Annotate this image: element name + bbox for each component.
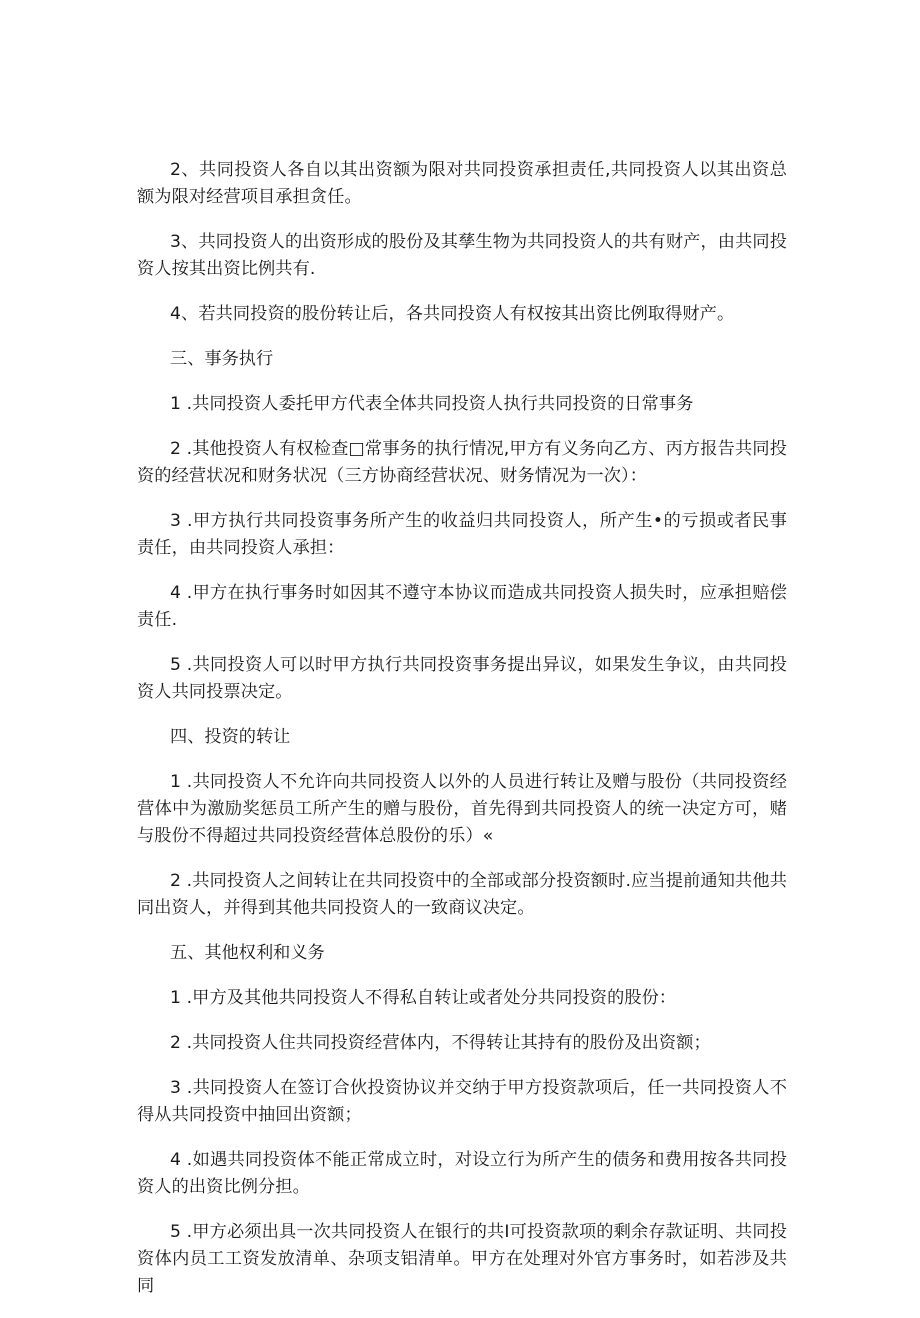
affairs-item-2: 2 .其他投资人有权检查□常事务的执行情况,甲方有义务向乙方、丙方报告共同投资的经营状况和财务状况（三方协商经营状况、财务情况为一次）： <box>137 439 787 486</box>
section-heading-rights: 五、其他权利和义务 <box>170 943 325 963</box>
rights-item-5: 5 .甲方必须出具一次共同投资人在银行的共I可投资款项的剩余存款证明、共同投资体内员工工资发放清单、杂项支铝清单。甲方在处理对外官方事务时，如若涉及共同 <box>137 1222 787 1296</box>
affairs-item-3: 3 .甲方执行共同投资事务所产生的收益归共同投资人，所产生•的亏损或者民事责任，由共同投资人承担： <box>137 511 787 558</box>
transfer-item-2: 2 .共同投资人之间转让在共同投资中的全部或部分投资额时.应当提前通知共他共同出资人，并得到其他共同投资人的一致商议决定。 <box>137 871 787 918</box>
rights-item-3: 3 .共同投资人在签订合伙投资协议并交纳于甲方投资款项后，任一共同投资人不得从共同投资中抽回出资额； <box>137 1078 787 1125</box>
document-body <box>137 157 787 1318</box>
clause-2-liability: 2、共同投资人各自以其出资额为限对共同投资承担责任,共同投资人以其出资总额为限对经营项目承担贪任。 <box>137 160 787 207</box>
affairs-item-1: 1 .共同投资人委托甲方代表全体共同投资人执行共同投资的日常事务 <box>170 394 694 414</box>
affairs-item-5: 5 .共同投资人可以时甲方执行共同投资事务提出异议，如果发生争议，由共同投资人共同投票决定。 <box>137 655 787 702</box>
affairs-item-4: 4 .甲方在执行事务时如因其不遵守本协议而造成共同投资人损失时，应承担赔偿责任. <box>137 583 787 630</box>
transfer-item-1: 1 .共同投资人不允许向共同投资人以外的人员进行转让及赠与股份（共同投资经营体中为激励奖惩员工所产生的赠与股份，首先得到共同投资人的统一决定方可，赌与股份不得超过共同投资经营体总股份的乐）« <box>137 772 787 846</box>
clause-4-share-transfer: 4、若共同投资的股份转让后，各共同投资人有权按其出资比例取得财产。 <box>170 304 735 324</box>
section-heading-affairs: 三、事务执行 <box>170 349 274 369</box>
rights-item-4: 4 .如遇共同投资体不能正常成立时，对设立行为所产生的债务和费用按各共同投资人的出资比例分担。 <box>137 1150 787 1197</box>
rights-item-1: 1 .甲方及其他共同投资人不得私自转让或者处分共同投资的股份： <box>170 988 677 1008</box>
section-heading-transfer: 四、投资的转让 <box>170 727 291 747</box>
clause-3-common-property: 3、共同投资人的出资形成的股份及其孳生物为共同投资人的共有财产，由共同投资人按其出资比例共有. <box>137 232 787 279</box>
rights-item-2: 2 .共同投资人住共同投资经营体内，不得转让其持有的股份及出资额； <box>170 1033 711 1053</box>
